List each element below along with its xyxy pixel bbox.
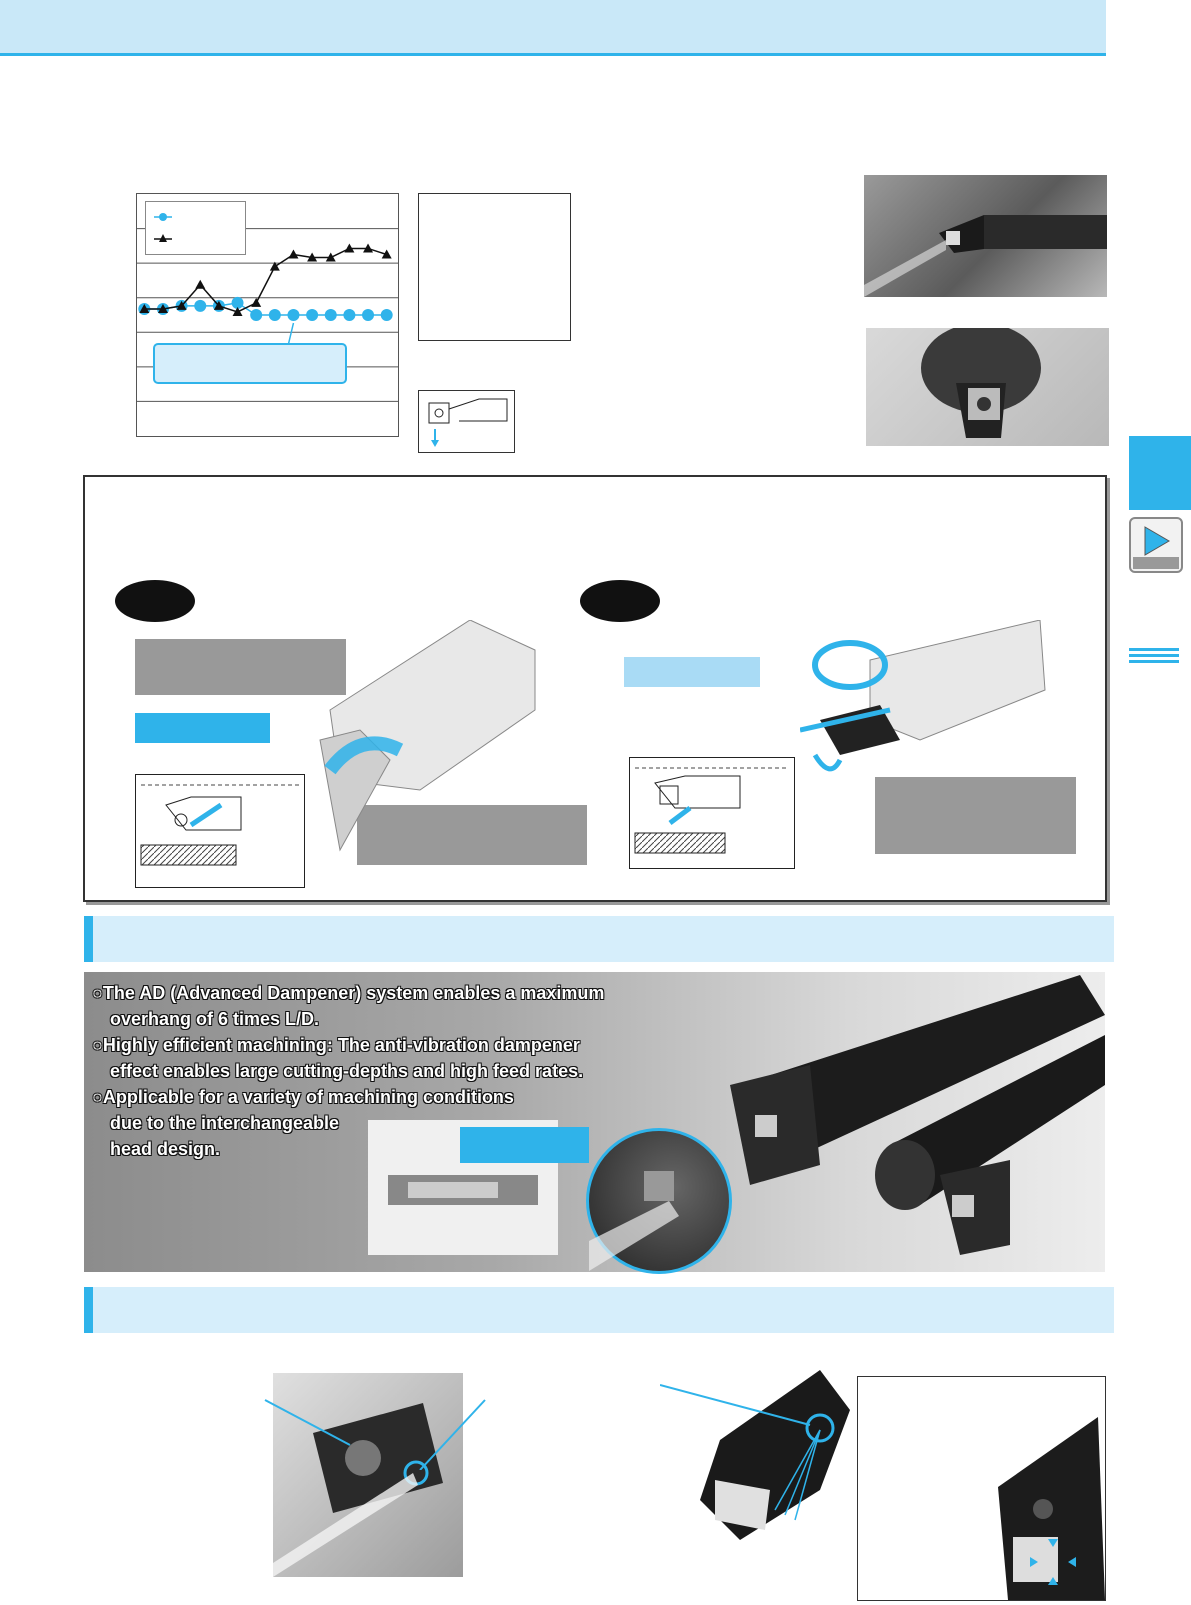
data-point [306,309,318,321]
coolant-closeup [586,1128,732,1274]
side-lines [1129,648,1179,663]
insert-shape [644,1171,674,1201]
chart-legend [145,201,246,255]
insert-closeup-photo [866,328,1109,446]
side-tab[interactable] [1129,436,1191,510]
pointer-lines-left [260,1370,490,1470]
data-point [269,309,281,321]
flow-arrow-icon [191,805,221,825]
chart-callout [153,343,347,384]
insert-shape [429,403,449,423]
coolant-spray [864,240,946,297]
feature-text: due to the interchangeable [110,1113,340,1133]
insert-hole [435,409,443,417]
data-point [288,250,298,259]
section-bar-ad [84,916,1114,962]
workpiece-hatch [635,833,725,853]
holder-outline [449,399,507,421]
insert-screw-icon [977,397,991,411]
data-point [343,309,355,321]
swirl-arrow-icon [815,755,840,769]
data-point [287,309,299,321]
blue-label-left [135,713,270,743]
workpiece-hatch [141,845,236,865]
bullet-symbol: ○ [92,1087,103,1107]
cutaway-label [460,1127,589,1163]
insert-shape [946,231,960,245]
bar-two-head-shape [940,1160,1010,1255]
boring-bar-photo [864,175,1107,297]
feature-item [92,980,672,1032]
section-bar-coolant [84,1287,1114,1333]
bullet-symbol: ○ [92,1035,103,1055]
pointer-line [265,1400,350,1445]
label-oval-right [580,580,660,622]
label-oval-left [115,580,195,622]
dampener-core-shape [408,1182,498,1198]
feature-text: The AD (Advanced Dampener) system enables a maximum [102,983,605,1003]
play-icon [1145,527,1169,555]
info-box [418,193,571,341]
holder-outline [655,776,740,808]
legend-marker-circle [159,213,167,221]
header-band [0,0,1106,56]
data-point [325,309,337,321]
bullet-symbol: ○ [92,983,103,1003]
play-tab[interactable] [1129,517,1183,573]
inset-coolant-box [857,1376,1106,1601]
left-section-drawing [135,774,305,888]
data-point [362,309,374,321]
tool-body-shape [870,620,1045,740]
data-point [251,298,261,307]
flow-arrow-icon [670,808,690,823]
feature-text: overhang of 6 times L/D. [110,1009,320,1029]
insert-screw-icon [1033,1499,1053,1519]
data-point [194,300,206,312]
insert-diagram [418,390,515,453]
bar-body-shape [984,215,1107,249]
bar-two-end-shape [875,1140,935,1210]
insert-shape [755,1115,777,1137]
left-tool-illustration [300,620,540,870]
feature-text: Applicable for a variety of machining conditions [102,1087,514,1107]
data-point [195,280,205,289]
data-point [381,309,393,321]
feature-text: effect enables large cutting-depths and high feed rates. [110,1061,584,1081]
feature-text: Highly efficient machining: The anti-vibration dampener [102,1035,580,1055]
data-point [250,309,262,321]
coolant-spray [589,1201,679,1271]
right-section-drawing [629,757,795,869]
insert-shape [952,1195,974,1217]
arrow-head-icon [431,440,439,447]
feature-text: head design. [110,1139,221,1159]
legend-marker-triangle [159,234,167,242]
right-tool-illustration [800,620,1050,790]
lightblue-label-right [624,657,760,687]
pointer-line [420,1400,485,1470]
feature-item [92,1032,672,1084]
callout-pointer [288,323,293,344]
ad-bars-photo [720,975,1105,1265]
tab-base-shape [1133,557,1179,569]
coolant-nozzle-illustration [660,1370,850,1570]
